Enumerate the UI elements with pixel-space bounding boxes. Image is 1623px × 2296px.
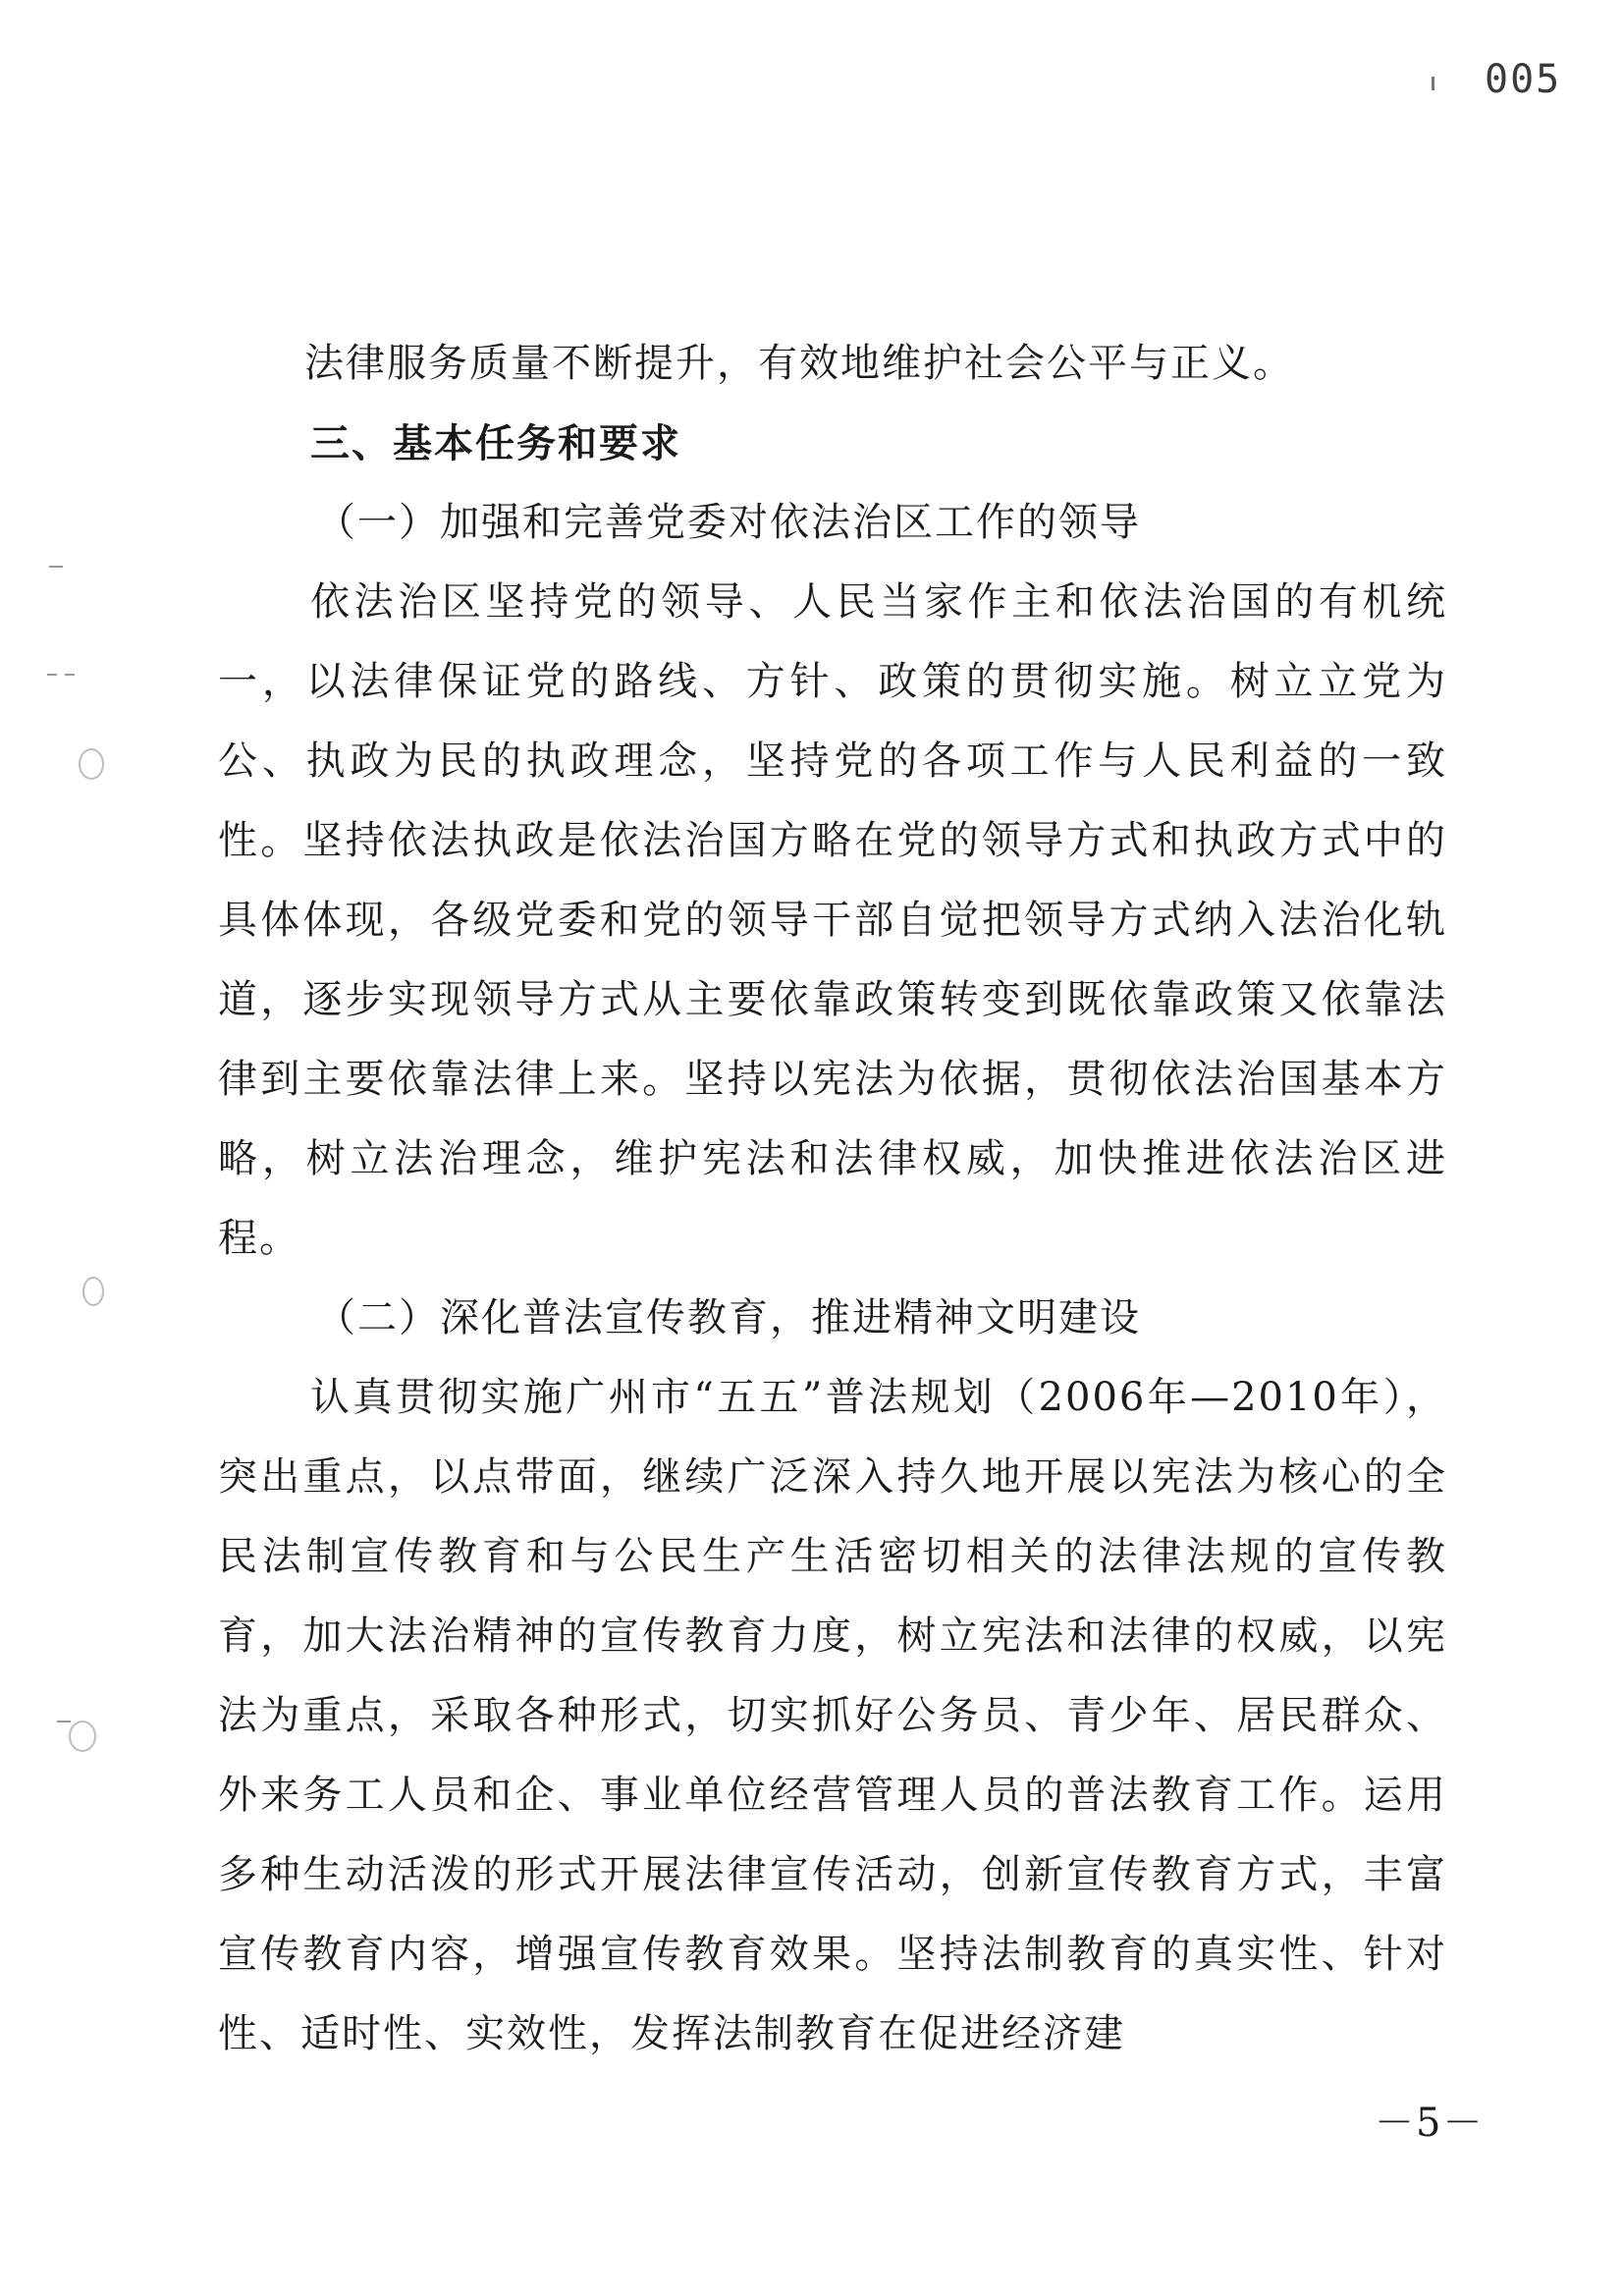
binding-hole-icon xyxy=(82,1277,104,1306)
section-heading: 三、基本任务和要求 xyxy=(310,420,681,466)
scan-mark xyxy=(49,566,63,568)
scan-mark xyxy=(57,1721,71,1722)
archive-stamp-number: 005 xyxy=(1485,57,1562,102)
scan-mark xyxy=(47,674,57,676)
paragraph-legal-education: 认真贯彻实施广州市“五五”普法规划（2006年—2010年），突出重点，以点带面，继续广泛深入持久地开展以宪法为核心的全民法制宣传教育和与公民生产生活密切相关的法律法规的宣传教育，加大法治精神的宣传教育力度，树立宪法和法律的权威，以宪法为重点，采取各种形式，切实抓好公务员、青少年、居民群众、外来务工人员和企、事业单位经营管理人员的普法教育工作。运用多种生动活泼的形式开展法律宣传活动，创新宣传教育方式，丰富宣传教育内容，增强宣传教育效果。坚持法制教育的真实性、针对性、适时性、实效性，发挥法制教育在促进经济建 xyxy=(218,1375,1447,2056)
binding-hole-icon xyxy=(69,1721,96,1752)
document-body xyxy=(218,324,1447,2074)
stamp-tick-mark xyxy=(1432,77,1434,90)
paragraph-leadership: 依法治区坚持党的领导、人民当家作主和依法治国的有机统一，以法律保证党的路线、方针、政策的贯彻实施。树立立党为公、执政为民的执政理念，坚持党的各项工作与人民利益的一致性。坚持依法执政是依法治国方略在党的领导方式和执政方式中的具体体现，各级党委和党的领导干部自觉把领导方式纳入法治化轨道，逐步实现领导方式从主要依靠政策转变到既依靠政策又依靠法律到主要依靠法律上来。坚持以宪法为依据，贯彻依法治国基本方略，树立法治理念，维护宪法和法律权威，加快推进依法治区进程。 xyxy=(218,579,1447,1261)
binding-hole-icon xyxy=(79,748,104,780)
scan-mark xyxy=(65,674,75,676)
subsection-heading-1: （一）加强和完善党委对依法治区工作的领导 xyxy=(316,500,1141,545)
page-number: －5－ xyxy=(1375,2101,1485,2146)
paragraph-continuation: 法律服务质量不断提升，有效地维护社会公平与正义。 xyxy=(304,341,1294,386)
subsection-heading-2: （二）深化普法宣传教育，推进精神文明建设 xyxy=(316,1295,1141,1340)
